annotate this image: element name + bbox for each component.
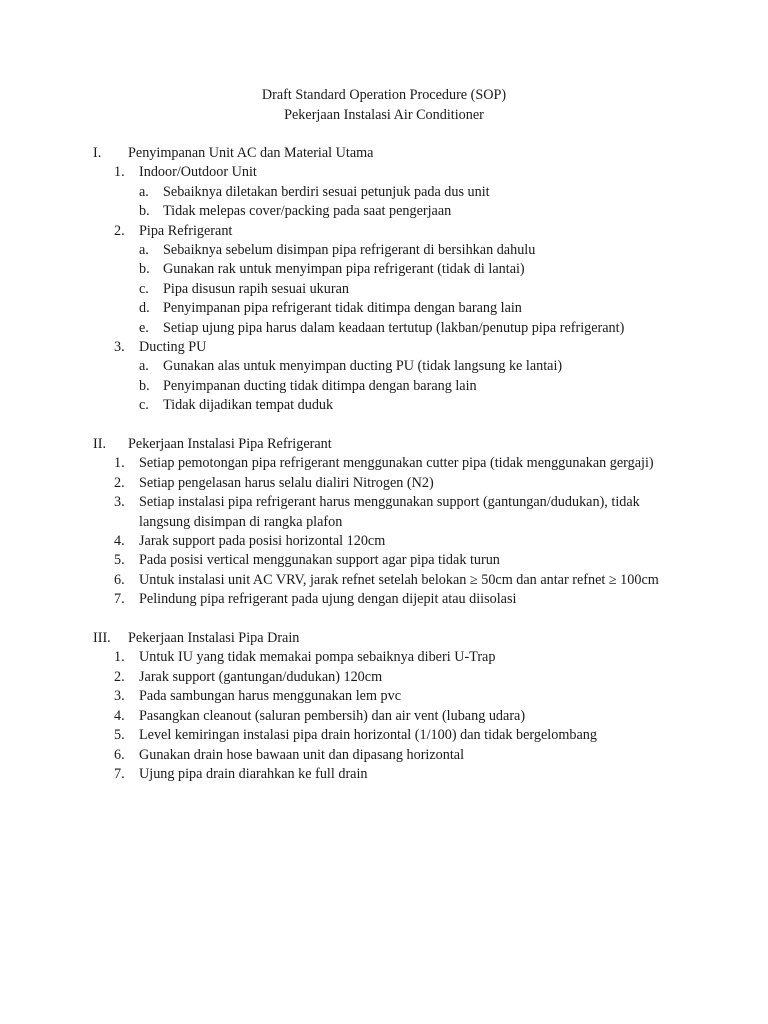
document-title: Draft Standard Operation Procedure (SOP) bbox=[261, 87, 507, 103]
list-item-text: Setiap pengelasan harus selalu dialiri Nitrogen (N2) bbox=[139, 474, 434, 491]
list-item-number: 1. bbox=[114, 164, 125, 181]
list-item bbox=[0, 571, 768, 590]
list-item bbox=[0, 163, 768, 182]
list-item-number: 1. bbox=[114, 455, 125, 472]
section bbox=[0, 435, 768, 610]
list-item bbox=[0, 532, 768, 551]
sub-list-item-text: Setiap ujung pipa harus dalam keadaan tertutup (lakban/penutup pipa refrigerant) bbox=[163, 319, 625, 336]
sub-list-item-text: Sebaiknya sebelum disimpan pipa refrigerant di bersihkan dahulu bbox=[163, 242, 536, 259]
list-item bbox=[0, 551, 768, 570]
sub-list-item-letter: a. bbox=[139, 242, 149, 259]
list-item-text: Indoor/Outdoor Unit bbox=[139, 164, 257, 181]
sub-list-item bbox=[0, 299, 768, 318]
list-item-number: 7. bbox=[114, 765, 125, 782]
list-item-number: 3. bbox=[114, 339, 125, 356]
sub-list-item-text: Penyimpanan ducting tidak ditimpa dengan barang lain bbox=[163, 377, 477, 394]
list-item bbox=[0, 338, 768, 357]
section-heading bbox=[0, 144, 768, 163]
sub-list-item-text: Sebaiknya diletakan berdiri sesuai petunjuk pada dus unit bbox=[163, 183, 490, 200]
list-item-number: 4. bbox=[114, 707, 125, 724]
sub-list-item-letter: b. bbox=[139, 377, 150, 394]
list-item-text: Setiap instalasi pipa refrigerant harus menggunakan support (gantungan/dudukan), tidak langsung disimpan di rangka plafon bbox=[139, 494, 640, 530]
list-item-number: 5. bbox=[114, 552, 125, 569]
list-item-number: 5. bbox=[114, 727, 125, 744]
section-title: Pekerjaan Instalasi Pipa Drain bbox=[128, 630, 300, 647]
section-heading bbox=[0, 435, 768, 454]
sub-list-item-letter: e. bbox=[139, 319, 149, 336]
sub-list-item-text: Gunakan alas untuk menyimpan ducting PU (tidak langsung ke lantai) bbox=[163, 358, 563, 375]
sub-list-item-letter: b. bbox=[139, 261, 150, 278]
sub-list-item-letter: a. bbox=[139, 358, 149, 375]
list-item bbox=[0, 707, 768, 726]
list-item-number: 2. bbox=[114, 668, 125, 685]
sub-list-item bbox=[0, 319, 768, 338]
list-item-number: 7. bbox=[114, 591, 125, 608]
list-item-text: Ducting PU bbox=[139, 339, 207, 356]
list-item bbox=[0, 454, 768, 473]
section bbox=[0, 144, 768, 416]
section-number: II. bbox=[93, 436, 106, 453]
sub-list-item-letter: d. bbox=[139, 300, 150, 317]
list-item-text: Setiap pemotongan pipa refrigerant menggunakan cutter pipa (tidak menggunakan gergaji) bbox=[139, 455, 654, 472]
list-item-text: Jarak support pada posisi horizontal 120cm bbox=[139, 533, 386, 550]
section-heading bbox=[0, 629, 768, 648]
sub-list-item-text: Penyimpanan pipa refrigerant tidak ditimpa dengan barang lain bbox=[163, 300, 522, 317]
list-item bbox=[0, 474, 768, 493]
list-item-text: Pelindung pipa refrigerant pada ujung dengan dijepit atau diisolasi bbox=[139, 591, 517, 608]
sub-list-item bbox=[0, 183, 768, 202]
sub-list-item-letter: b. bbox=[139, 203, 150, 220]
sub-list-item-text: Tidak melepas cover/packing pada saat pengerjaan bbox=[163, 203, 452, 220]
list-item-text: Ujung pipa drain diarahkan ke full drain bbox=[139, 765, 368, 782]
sections-container bbox=[0, 144, 768, 804]
list-item bbox=[0, 726, 768, 745]
list-item-number: 4. bbox=[114, 533, 125, 550]
list-item-text: Level kemiringan instalasi pipa drain horizontal (1/100) dan tidak bergelombang bbox=[139, 727, 597, 744]
sub-list-item-letter: c. bbox=[139, 280, 149, 297]
sub-list-item bbox=[0, 377, 768, 396]
list-item-number: 6. bbox=[114, 746, 125, 763]
list-item-text: Jarak support (gantungan/dudukan) 120cm bbox=[139, 668, 383, 685]
sub-list-item bbox=[0, 260, 768, 279]
list-item-text: Pada posisi vertical menggunakan support agar pipa tidak turun bbox=[139, 552, 500, 569]
list-item-text: Untuk IU yang tidak memakai pompa sebaiknya diberi U-Trap bbox=[139, 649, 496, 666]
list-item-number: 3. bbox=[114, 688, 125, 705]
list-item-text: Pasangkan cleanout (saluran pembersih) dan air vent (lubang udara) bbox=[139, 707, 526, 724]
section bbox=[0, 629, 768, 784]
document-subtitle: Pekerjaan Instalasi Air Conditioner bbox=[284, 107, 484, 123]
list-item-number: 1. bbox=[114, 649, 125, 666]
sub-list-item bbox=[0, 241, 768, 260]
sub-list-item-letter: c. bbox=[139, 397, 149, 414]
list-item-number: 2. bbox=[114, 474, 125, 491]
section-number: I. bbox=[93, 145, 102, 161]
list-item-text: Untuk instalasi unit AC VRV, jarak refnet setelah belokan ≥ 50cm dan antar refnet ≥ 100cm bbox=[139, 571, 659, 588]
list-item-text: Pada sambungan harus menggunakan lem pvc bbox=[139, 688, 402, 705]
list-item-number: 3. bbox=[114, 494, 125, 511]
section-title: Pekerjaan Instalasi Pipa Refrigerant bbox=[128, 436, 332, 453]
list-item bbox=[0, 687, 768, 706]
list-item bbox=[0, 648, 768, 667]
list-item bbox=[0, 222, 768, 241]
list-item bbox=[0, 746, 768, 765]
section-number: III. bbox=[93, 630, 111, 647]
list-item bbox=[0, 765, 768, 784]
section-title: Penyimpanan Unit AC dan Material Utama bbox=[128, 145, 374, 161]
list-item bbox=[0, 493, 768, 532]
list-item-text: Gunakan drain hose bawaan unit dan dipasang horizontal bbox=[139, 746, 465, 763]
sub-list-item bbox=[0, 357, 768, 376]
sub-list-item-text: Pipa disusun rapih sesuai ukuran bbox=[163, 280, 349, 297]
sub-list-item bbox=[0, 202, 768, 221]
list-item-number: 2. bbox=[114, 222, 125, 239]
sub-list-item bbox=[0, 396, 768, 415]
sub-list-item-letter: a. bbox=[139, 183, 149, 200]
sub-list-item bbox=[0, 280, 768, 299]
sub-list-item-text: Tidak dijadikan tempat duduk bbox=[163, 397, 334, 414]
sub-list-item-text: Gunakan rak untuk menyimpan pipa refrigerant (tidak di lantai) bbox=[163, 261, 525, 278]
list-item bbox=[0, 590, 768, 609]
list-item-number: 6. bbox=[114, 571, 125, 588]
list-item-text: Pipa Refrigerant bbox=[139, 222, 233, 239]
list-item bbox=[0, 668, 768, 687]
